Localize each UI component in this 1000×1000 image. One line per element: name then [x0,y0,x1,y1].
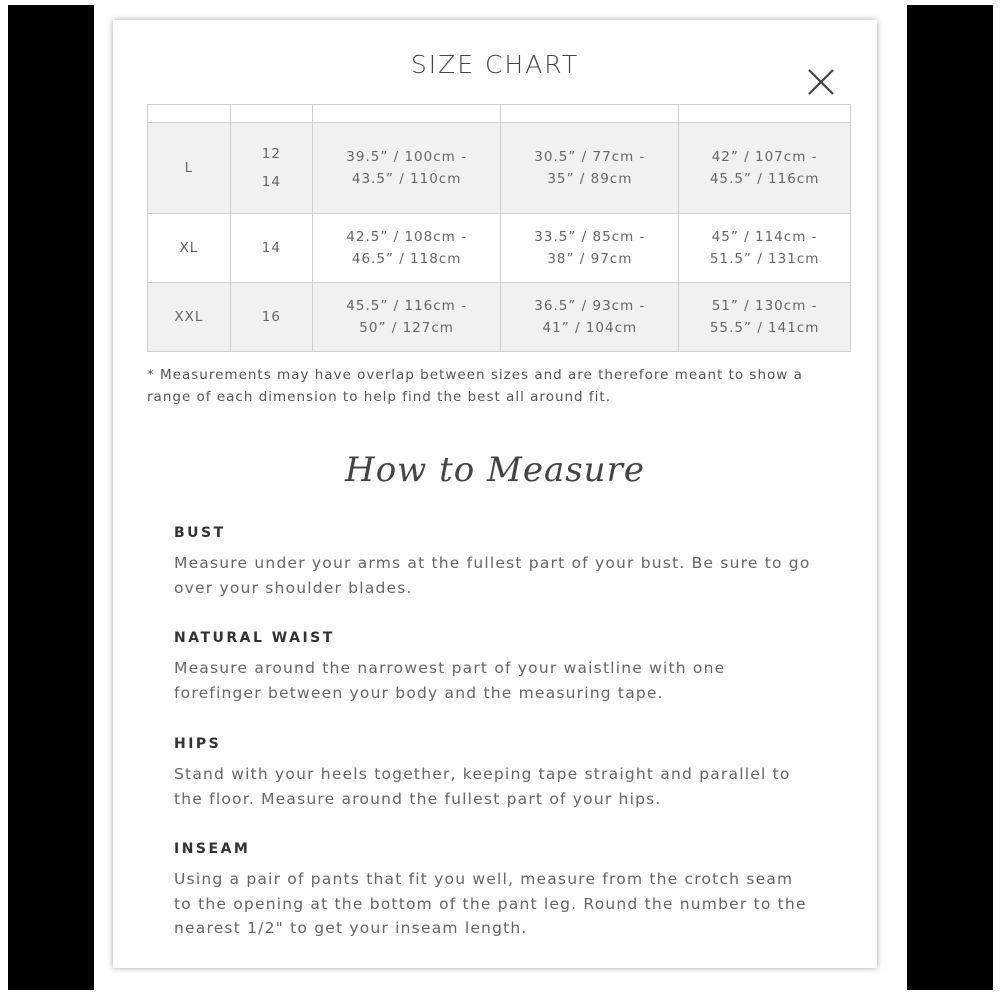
note-line: range of each dimension to help find the best all around fit. [147,389,612,405]
modal-title: SIZE CHART [410,50,580,79]
section-bust [174,525,834,600]
range-line: 30.5” / 77cm - [534,149,646,165]
range-line: 43.5” / 110cm [351,171,462,187]
table-header-cell [501,105,679,123]
section-text [174,867,834,941]
text-line: Using a pair of pants that fit you well, measure from the crotch seam [174,870,794,888]
range-line: 33.5” / 85cm - [534,229,646,245]
uk-size-cell: 16 [230,283,312,352]
range-line: 51.5” / 131cm [709,251,820,267]
section-inseam [174,841,834,941]
table-header-cell [148,105,231,123]
text-line: Measure under your arms at the fullest part of your bust. Be sure to go [174,554,811,572]
table-row [148,123,851,214]
close-button[interactable] [803,64,839,100]
size-table [147,104,851,352]
section-heading: HIPS [174,736,222,752]
range-line: 39.5” / 100cm - [346,149,467,165]
waist-cell [501,283,679,352]
bust-cell [312,283,501,352]
measurement-note [147,364,847,408]
range-line: 45.5” / 116cm [709,171,820,187]
how-to-measure-title: How to Measure [345,450,645,490]
text-line: over your shoulder blades. [174,578,413,597]
close-icon [803,64,839,100]
section-heading: BUST [174,525,226,541]
table-row [148,283,851,352]
range-line: 50” / 127cm [359,320,454,336]
range-line: 36.5” / 93cm - [534,298,646,314]
size-cell: XL [148,214,231,283]
table-header-cell [230,105,312,123]
section-natural-waist [174,630,834,705]
table-row [148,214,851,283]
bust-cell [312,214,501,283]
section-text [174,762,834,811]
text-line: Measure around the narrowest part of your waistline with one [174,659,726,677]
range-line: 41” / 104cm [542,320,638,336]
size-chart-modal [113,20,877,968]
text-line: the floor. Measure around the fullest part of your hips. [174,789,662,808]
bust-cell [312,123,501,214]
waist-cell [501,214,679,283]
table-header-cell [312,105,501,123]
section-heading: NATURAL WAIST [174,630,335,646]
table-header-row [148,105,851,123]
right-frame-bar [907,5,993,990]
note-line: * Measurements may have overlap between sizes and are therefore meant to show a [147,367,803,383]
text-line: Stand with your heels together, keeping tape straight and parallel to [174,765,791,783]
range-line: 55.5” / 141cm [709,320,820,336]
range-line: 35” / 89cm [547,171,633,187]
size-cell: L [148,123,231,214]
section-text [174,656,834,705]
uk-size-value: 14 [261,174,281,190]
text-line: nearest 1/2" to get your inseam length. [174,919,528,937]
section-heading: INSEAM [174,841,251,857]
section-hips [174,736,834,811]
waist-cell [501,123,679,214]
section-text [174,551,834,600]
text-line: to the opening at the bottom of the pant leg. Round the number to the [174,894,807,913]
range-line: 42.5” / 108cm - [346,229,467,245]
table-header-cell [679,105,851,123]
range-line: 42” / 107cm - [711,149,818,165]
range-line: 38” / 97cm [547,251,633,267]
hips-cell [679,283,851,352]
range-line: 46.5” / 118cm [351,251,462,267]
size-cell: XXL [148,283,231,352]
uk-size-cell [230,123,312,214]
uk-size-cell: 14 [230,214,312,283]
uk-size-value: 12 [261,146,281,162]
range-line: 51” / 130cm - [711,298,818,314]
hips-cell [679,214,851,283]
hips-cell [679,123,851,214]
range-line: 45” / 114cm - [711,229,818,245]
left-frame-bar [8,5,94,990]
range-line: 45.5” / 116cm - [346,298,467,314]
text-line: forefinger between your body and the measuring tape. [174,683,664,702]
